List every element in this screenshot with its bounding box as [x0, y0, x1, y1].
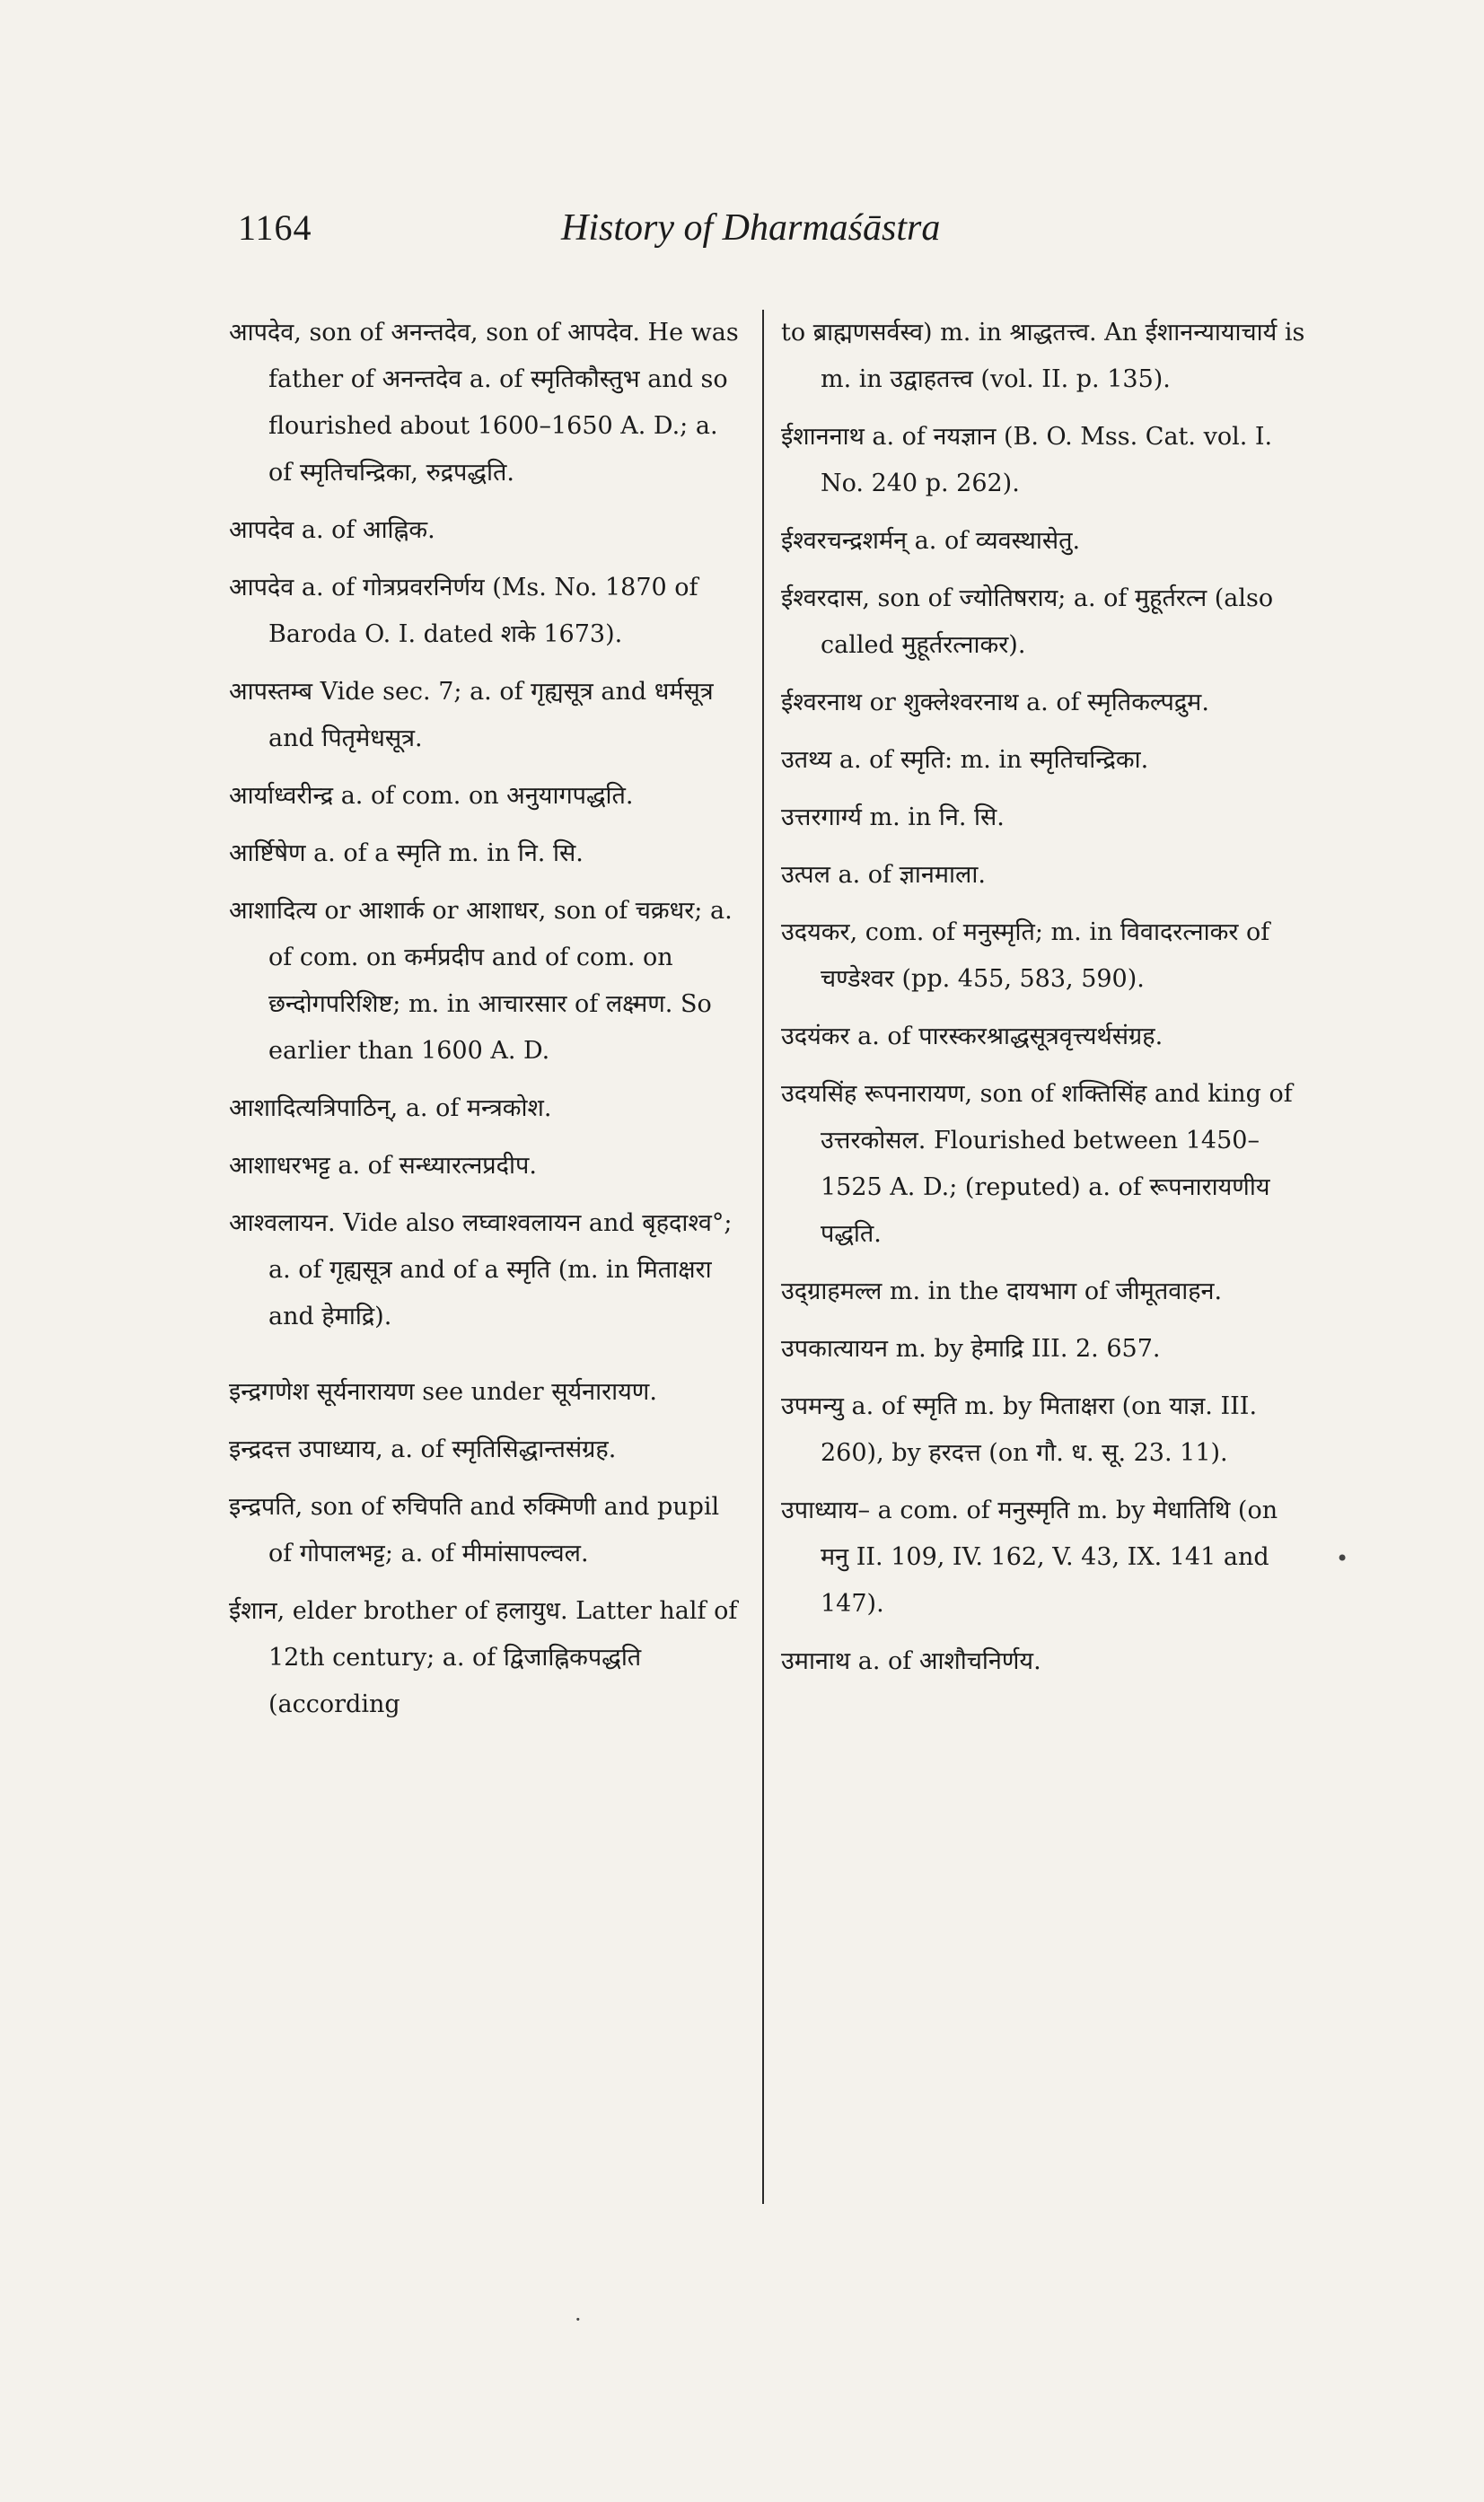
entry-apadeva-1: आपदेव, son of अनन्तदेव, son of आपदेव. He was father of अनन्तदेव a. of स्मृतिकौस्तुभ and so flourished about 1600–1650 A. D.; a. of स्मृतिचन्द्रिका, रुद्रपद्धति. — [229, 319, 739, 487]
entry-utathya: उतथ्य a. of स्मृति: m. in स्मृतिचन्द्रिका. — [781, 746, 1149, 774]
entry-ashadharabhatta: आशाधरभट्ट a. of सन्ध्यारत्नप्रदीप. — [229, 1152, 537, 1180]
entry-ashaditya: आशादित्य or आशार्क or आशाधर, son of चक्रधर; a. of com. on कर्मप्रदीप and of com. on छन्दोगपरिशिष्ट; m. in आचारसार of लक्ष्मण. So earlier than 1600 A. D. — [229, 897, 733, 1065]
entry-udgrahamalla: उद्ग्राहमल्ल m. in the दायभाग of जीमूतवाहन. — [781, 1277, 1223, 1305]
running-title: History of Dharmaśāstra — [561, 207, 941, 249]
entry-udayasimha: उदयसिंह रूपनारायण, son of शक्तिसिंह and king of उत्तरकोसल. Flourished between 1450–1525 A. D.; (reputed) a. of रूपनारायणीय पद्धति. — [781, 1080, 1293, 1248]
entry-apadeva-2: आपदेव a. of आह्निक. — [229, 516, 435, 544]
entry-ishananatha: ईशाननाथ a. of नयज्ञान (B. O. Mss. Cat. vol. I. No. 240 p. 262). — [781, 423, 1273, 497]
left-column — [229, 310, 741, 1739]
entry-indraganesha: इन्द्रगणेश सूर्यनारायण see under सूर्यनारायण. — [229, 1378, 657, 1406]
entry-ishvaranatha: ईश्वरनाथ or शुक्लेश्वरनाथ a. of स्मृतिकल्पद्रुम. — [781, 689, 1209, 716]
entry-uttaragargya: उत्तरगार्ग्य m. in नि. सि. — [781, 803, 1005, 831]
column-divider — [762, 310, 764, 2204]
entry-upadhyaya: उपाध्याय– a com. of मनुस्मृति m. by मेधातिथि (on मनु II. 109, IV. 162, V. 43, IX. 141 and 147). — [781, 1497, 1278, 1618]
entry-arshtishena: आर्ष्टिषेण a. of a स्मृति m. in नि. सि. — [229, 839, 584, 867]
entry-upamanyu: उपमन्यु a. of स्मृति m. by मिताक्षरा (on याज्ञ. III. 260), by हरदत्त (on गौ. ध. सू. 23. 11). — [781, 1392, 1258, 1467]
entry-ishana-continued: to ब्राह्मणसर्वस्व) m. in श्राद्धतत्त्व. An ईशानन्यायाचार्य is m. in उद्वाहतत्त्व (vol. II. p. 135). — [781, 319, 1305, 393]
entry-indradatta: इन्द्रदत्त उपाध्याय, a. of स्मृतिसिद्धान्तसंग्रह. — [229, 1435, 617, 1463]
entry-apastamba: आपस्तम्ब Vide sec. 7; a. of गृह्यसूत्र and धर्मसूत्र and पितृमेधसूत्र. — [229, 678, 714, 752]
stray-dot-mark-bottom: · — [575, 2307, 582, 2332]
entry-aryadhvarindra: आर्याध्वरीन्द्र a. of com. on अनुयागपद्धति. — [229, 782, 634, 810]
stray-dot-mark: • — [1336, 1546, 1349, 1571]
entry-ishana: ईशान, elder brother of हलायुध. Latter half of 12th century; a. of द्विजाह्निकपद्धति (according — [229, 1597, 738, 1718]
entry-ashvalayana: आश्वलायन. Vide also लघ्वाश्वलायन and बृहदाश्व°; a. of गृह्यसूत्र and of a स्मृति (m. in मिताक्षरा and हेमाद्रि). — [229, 1209, 733, 1330]
entry-indrapati: इन्द्रपति, son of रुचिपति and रुक्मिणी and pupil of गोपालभट्ट; a. of मीमांसापल्वल. — [229, 1493, 720, 1567]
entry-udayankara: उदयंकर a. of पारस्करश्राद्धसूत्रवृत्त्यर्थसंग्रह. — [781, 1023, 1163, 1050]
entry-upakatyayana: उपकात्यायन m. by हेमाद्रि III. 2. 657. — [781, 1335, 1161, 1363]
entry-umanatha: उमानाथ a. of आशौचनिर्णय. — [781, 1647, 1041, 1675]
entry-apadeva-3: आपदेव a. of गोत्रप्रवरनिर्णय (Ms. No. 1870 of Baroda O. I. dated शके 1673). — [229, 574, 698, 648]
entry-udayakara: उदयकर, com. of मनुस्मृति; m. in विवादरत्नाकर of चण्डेश्वर (pp. 455, 583, 590). — [781, 918, 1270, 993]
entry-utpala: उत्पल a. of ज्ञानमाला. — [781, 861, 986, 889]
entry-ishvaradasa: ईश्वरदास, son of ज्योतिषराय; a. of मुहूर्तरत्न (also called मुहूर्तरत्नाकर). — [781, 584, 1274, 659]
entry-ashaditya-tripathin: आशादित्यत्रिपाठिन्, a. of मन्त्रकोश. — [229, 1094, 552, 1122]
right-column — [781, 310, 1311, 1696]
page-number: 1164 — [238, 207, 312, 248]
entry-ishvarachandra: ईश्वरचन्द्रशर्मन् a. of व्यवस्थासेतु. — [781, 527, 1081, 555]
